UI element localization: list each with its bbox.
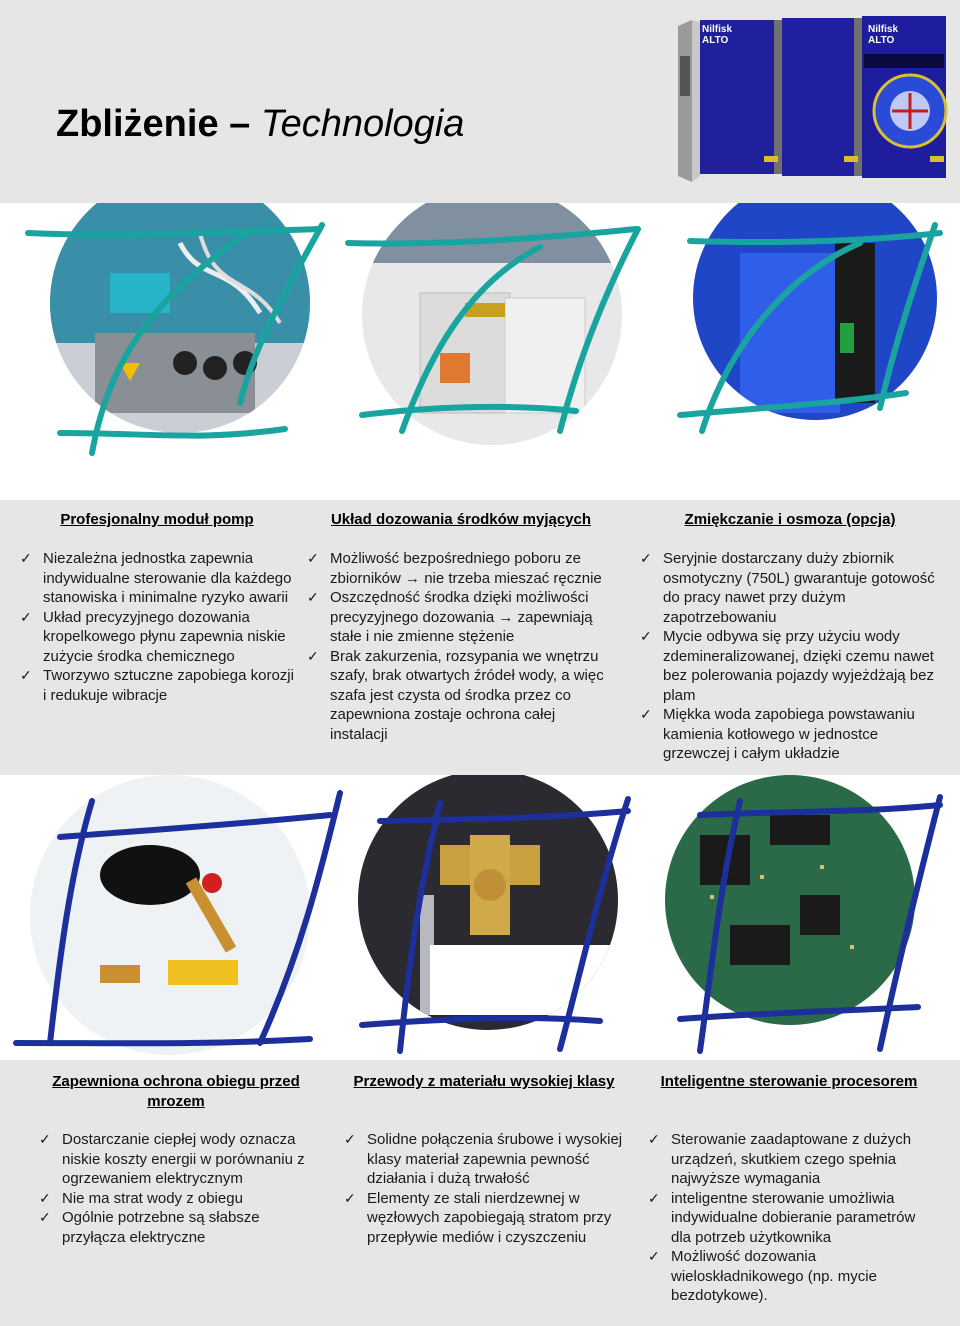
checkmark-icon: ✓ — [20, 550, 32, 566]
checklist — [307, 549, 607, 744]
checklist — [648, 1130, 932, 1306]
list-item: ✓ Oszczędność środka dzięki możliwości precyzyjnego dozowania → zapewniają stałe i nie zmienne stężenie — [307, 589, 593, 645]
pump-module-photo — [40, 203, 330, 443]
checkmark-icon: ✓ — [640, 550, 652, 566]
column-title: Zmiękczanie i osmoza (opcja) — [684, 511, 896, 528]
list-item: ✓ Miękka woda zapobiega powstawaniu kamienia kotłowego w jednostce grzewczej i całym układzie — [640, 706, 915, 762]
list-item: ✓ Mycie odbywa się przy użyciu wody zdemineralizowanej, dzięki czemu nawet bez polerowania pojazdy wyjeżdżają bez plam — [640, 628, 934, 704]
machine-brand-label-1: Nilfisk ALTO — [702, 24, 733, 46]
header-band — [0, 0, 960, 203]
page-title — [56, 100, 464, 148]
checkmark-icon: ✓ — [648, 1189, 660, 1206]
checkmark-icon: ✓ — [20, 667, 32, 683]
checkmark-icon: ✓ — [39, 1189, 51, 1206]
list-item: ✓ Brak zakurzenia, rozsypania we wnętrzu szafy, brak otwartych źródeł wody, a więc szafa jest czysta od środka przez co zapewniona zostaje ochrona całej instalacji — [307, 647, 604, 743]
checklist — [344, 1130, 630, 1247]
column-title: Inteligentne sterowanie procesorem — [660, 1073, 918, 1090]
checkmark-icon: ✓ — [307, 550, 319, 566]
checkmark-icon: ✓ — [344, 1131, 356, 1147]
checkmark-icon: ✓ — [39, 1209, 51, 1225]
machine-brand-label-2: Nilfisk ALTO — [868, 24, 899, 46]
list-item: ✓ Układ precyzyjnego dozowania kropelkowego płynu zapewnia niskie zużycie środka chemicznego — [20, 608, 286, 665]
checklist — [20, 549, 300, 705]
image-band-2 — [0, 775, 960, 1060]
list-item: ✓ Dostarczanie ciepłej wody oznacza niskie koszty energii w porównaniu z ogrzewaniem elektrycznym — [39, 1131, 305, 1187]
list-item: ✓ Tworzywo sztuczne zapobiega korozji i redukuje wibracje — [20, 667, 294, 704]
section-2-band — [0, 1060, 960, 1326]
list-item: ✓ Sterowanie zaadaptowane z dużych urządzeń, skutkiem czego spełnia najwyższe wymagania — [648, 1131, 912, 1187]
list-item: ✓ Elementy ze stali nierdzewnej w węzłowych zapobiegają stratom przy przepływie mediów i czyszczeniu — [344, 1189, 612, 1246]
list-item: ✓ Możliwość bezpośredniego poboru ze zbiorników → nie trzeba mieszać ręcznie — [307, 550, 602, 587]
list-item: ✓ inteligentne sterowanie umożliwia indywidualne dobieranie parametrów dla potrzeb użytkownika — [648, 1189, 916, 1246]
list-item: ✓ Seryjnie dostarczany duży zbiornik osmotyczny (750L) gwarantuje gotowość do pracy nawet przy dużym zapotrzebowaniu — [640, 550, 935, 626]
checkmark-icon: ✓ — [648, 1131, 660, 1147]
list-item: ✓ Niezależna jednostka zapewnia indywidualne sterowanie dla każdego stanowiska i minimalne ryzyko awarii — [20, 550, 292, 606]
checkmark-icon: ✓ — [640, 628, 652, 644]
list-item: ✓ Nie ma strat wody z obiegu — [39, 1189, 243, 1207]
column-title: Profesjonalny moduł pomp — [60, 511, 254, 528]
checklist — [39, 1130, 319, 1247]
column-title: Układ dozowania środków myjących — [330, 511, 592, 528]
title-italic: Technologia — [260, 103, 465, 145]
section-1-band — [0, 500, 960, 775]
checkmark-icon: ✓ — [307, 647, 319, 664]
column-title: Przewody z materiału wysokiej klasy — [353, 1073, 615, 1090]
checklist — [640, 549, 940, 764]
checkmark-icon: ✓ — [640, 706, 652, 722]
checkmark-icon: ✓ — [648, 1248, 660, 1264]
title-bold: Zbliżenie – — [56, 103, 251, 145]
list-item: ✓ Ogólnie potrzebne są słabsze przyłącza elektryczne — [39, 1209, 260, 1246]
checkmark-icon: ✓ — [344, 1189, 356, 1206]
list-item: ✓ Solidne połączenia śrubowe i wysokiej klasy materiał zapewnia pewność działania i dużą trwałość — [344, 1131, 623, 1187]
checkmark-icon: ✓ — [39, 1131, 51, 1147]
list-item: ✓ Możliwość dozowania wieloskładnikowego (np. mycie bezdotykowe). — [648, 1248, 877, 1304]
image-band-1 — [0, 203, 960, 500]
checkmark-icon: ✓ — [20, 608, 32, 625]
column-title: Zapewniona ochrona obiegu przed mrozem — [52, 1073, 300, 1110]
checkmark-icon: ✓ — [307, 589, 319, 605]
